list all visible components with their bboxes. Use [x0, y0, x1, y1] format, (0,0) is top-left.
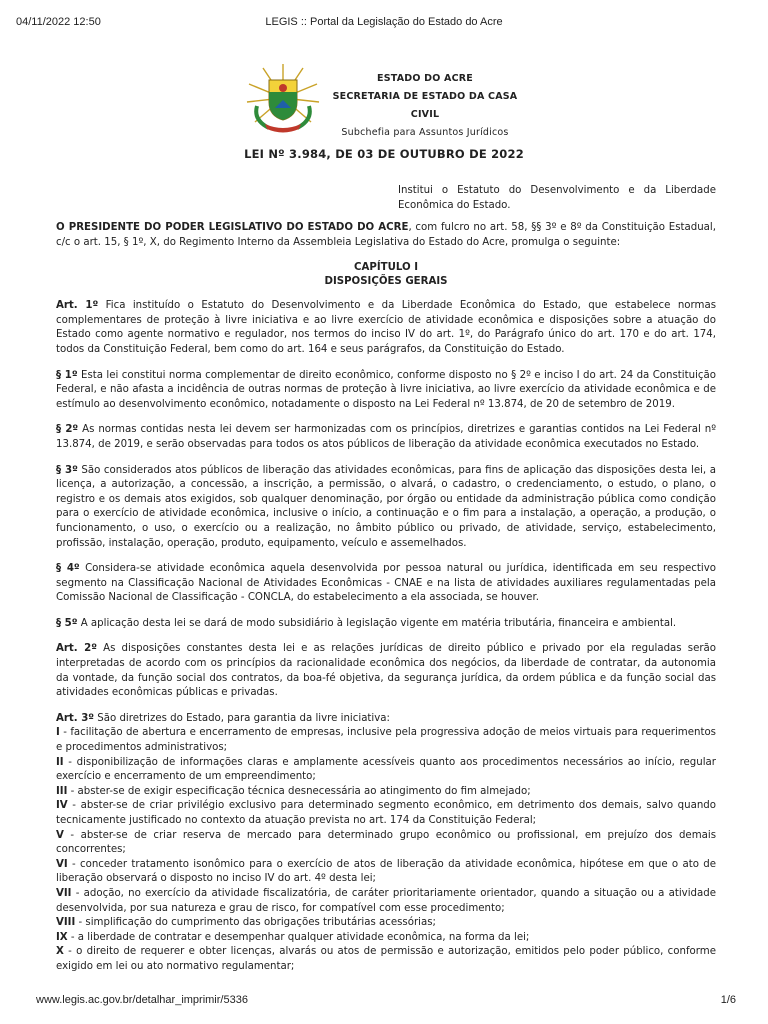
- paragraph-text: As normas contidas nesta lei devem ser harmonizadas com os princípios, diretrizes e garantias contidos na Lei Federal nº 13.874, de 2019, e serão observadas para todos os atos públicos de liberação da atividade econômica executados no Estado.: [56, 424, 716, 450]
- coat-of-arms-acre: [245, 62, 321, 134]
- paragraph-5: [56, 617, 716, 632]
- inciso-text: - facilitação de abertura e encerramento de empresas, inclusive pela progressiva adoção de meios virtuais para requerimentos e procedimentos administrativos;: [56, 727, 716, 754]
- inciso-ii: [56, 756, 716, 785]
- print-header: [0, 16, 768, 30]
- print-page-number: 1/6: [720, 994, 736, 1006]
- article-3-intro: [56, 712, 716, 727]
- inciso-number: V: [56, 829, 64, 841]
- inciso-number: III: [56, 785, 68, 797]
- article-label: Art. 1º: [56, 300, 99, 312]
- article-text: As disposições constantes desta lei e as relações jurídicas de direito público e privado por ela reguladas serão interpretadas de acordo com os princípios da racionalidade econômica dos negócios, da liberdade de contratar, da autonomia da vontade, da função social dos contratos, da boa-fé objetiva, da segurança jurídica, da ordem pública e da função social das atividades econômicas públicas e privadas.: [56, 643, 716, 699]
- paragraph-label: § 5º: [56, 617, 78, 629]
- paragraph-text: A aplicação desta lei se dará de modo subsidiário à legislação vigente em matéria tributária, financeira e ambiental.: [77, 617, 677, 629]
- chapter-number: CAPÍTULO I: [354, 262, 418, 274]
- article-label: Art. 3º: [56, 712, 95, 724]
- print-page-title: LEGIS :: Portal da Legislação do Estado do Acre: [265, 16, 503, 28]
- inciso-ix: [56, 931, 716, 946]
- paragraph-label: § 2º: [56, 424, 79, 436]
- inciso-iii: [56, 785, 716, 800]
- paragraph-text: Considera-se atividade econômica aquela desenvolvida por pessoa natural ou jurídica, identificada em seu respectivo segmento na Classificação Nacional de Atividades Econômicas - CNAE e na lista de atividades auxiliares regulamentadas pela Comissão Nacional de Classificação - CONCLA, do estabelecimento a ela associada, se houver.: [56, 563, 716, 604]
- paragraph-text: São considerados atos públicos de liberação das atividades econômicas, para fins de aplicação das disposições desta lei, a licença, a autorização, a concessão, a inscrição, a permissão, o alvará, o cadastro, o credenciamento, o estudo, o plano, o registro e os demais atos exigidos, sob qualquer denominação, por órgão ou entidade da administração pública como condição para o exercício de atividade econômica, inclusive o início, a continuação e o fim para a instalação, a operação, a produção, o funcionamento, o uso, o exercício ou a realização, no âmbito público ou privado, de atividade, serviço, estabelecimento, profissão, instalação, operação, produto, equipamento, veículo e assemelhados.: [56, 464, 716, 549]
- ementa: Institui o Estatuto do Desenvolvimento e da Liberdade Econômica do Estado.: [398, 185, 716, 211]
- inciso-number: II: [56, 756, 64, 768]
- inciso-iv: [56, 799, 716, 828]
- paragraph-2: [56, 423, 716, 452]
- inciso-vi: [56, 858, 716, 887]
- article-text: Fica instituído o Estatuto do Desenvolvimento e da Liberdade Econômica do Estado, que estabelece normas complementares de proteção à livre iniciativa e ao livre exercício de atividade econômica e disposições sobre a atuação do Estado como agente normativo e regulador, nos termos do inciso IV do art. 1º, do Parágrafo único do art. 170 e do art. 174, todos da Constituição Federal, bem como do art. 164 e seus parágrafos, da Constituição do Estado.: [56, 300, 717, 355]
- inciso-number: I: [56, 727, 60, 739]
- secretariat-name: SECRETARIA DE ESTADO DA CASA CIVIL: [332, 91, 518, 120]
- inciso-text: - abster-se de criar reserva de mercado para determinado grupo econômico ou profissional, em prejuízo dos demais concorrentes;: [56, 829, 716, 856]
- inciso-v: [56, 829, 716, 858]
- article-2: [56, 642, 716, 700]
- article-1: [56, 299, 716, 357]
- inciso-text: - adoção, no exercício da atividade fiscalizatória, de caráter prioritariamente orientador, quando a situação ou a atividade desenvolvida, por sua natureza e grau de risco, for compatível com esse procedimento;: [56, 887, 716, 914]
- inciso-vii: [56, 887, 716, 916]
- inciso-number: VIII: [56, 917, 76, 929]
- inciso-number: VII: [56, 887, 72, 899]
- inciso-number: X: [56, 946, 64, 958]
- paragraph-4: [56, 562, 716, 606]
- inciso-i: [56, 726, 716, 755]
- article-text: São diretrizes do Estado, para garantia da livre iniciativa:: [94, 712, 390, 724]
- inciso-text: - abster-se de exigir especificação técnica desnecessária ao atingimento do fim almejado;: [67, 785, 531, 797]
- paragraph-label: § 3º: [56, 464, 78, 476]
- chapter-heading: [56, 261, 716, 289]
- inciso-text: - o direito de requerer e obter licenças, alvarás ou atos de permissão e autorização, emitidos pelo poder público, conforme exigido em lei ou ato normativo regulamentar;: [56, 946, 716, 972]
- paragraph-1: [56, 369, 716, 413]
- inciso-number: VI: [56, 858, 68, 870]
- paragraph-label: § 1º: [56, 369, 78, 381]
- inciso-viii: [56, 916, 716, 931]
- state-name: ESTADO DO ACRE: [377, 73, 473, 84]
- preamble-text: , com fulcro no art. 58, §§ 3º e 8º da Constituição Estadual, c/c o art. 15, § 1º, X, do Regimento Interno da Assembleia Legislativa do Estado do Acre, promulga o seguinte:: [56, 222, 716, 248]
- print-url: www.legis.ac.gov.br/detalhar_imprimir/5336: [36, 994, 248, 1006]
- preamble-authority: O PRESIDENTE DO PODER LEGISLATIVO DO ESTADO DO ACRE: [56, 222, 409, 233]
- preamble: [56, 221, 716, 250]
- print-footer: [0, 994, 768, 1008]
- inciso-text: - abster-se de criar privilégio exclusivo para determinado segmento econômico, em detrimento dos demais, salvo quando tecnicamente justificado no contexto da atuação prevista no art. 174 da Constituição Federal;: [56, 800, 716, 826]
- inciso-text: - a liberdade de contratar e desempenhar qualquer atividade econômica, na forma da lei;: [67, 931, 530, 943]
- paragraph-3: [56, 464, 716, 552]
- issuing-organization: [330, 70, 520, 142]
- subchefia-name: Subchefia para Assuntos Jurídicos: [341, 127, 509, 138]
- inciso-text: - conceder tratamento isonômico para o exercício de atos de liberação da atividade econômica, hipótese em que o ato de liberação observará o disposto no inciso IV do art. 4º desta lei;: [56, 858, 716, 885]
- inciso-number: IV: [56, 800, 68, 812]
- law-title: LEI Nº 3.984, DE 03 DE OUTUBRO DE 2022: [244, 147, 524, 161]
- inciso-x: [56, 945, 716, 974]
- paragraph-label: § 4º: [56, 563, 80, 575]
- article-3: [56, 712, 716, 975]
- print-datetime: 04/11/2022 12:50: [16, 16, 101, 28]
- article-label: Art. 2º: [56, 643, 97, 655]
- inciso-text: - disponibilização de informações claras e amplamente acessíveis quanto aos procedimentos necessários ao início, regular exercício e encerramento de um empreendimento;: [56, 756, 716, 783]
- law-body: [56, 221, 716, 975]
- paragraph-text: Esta lei constitui norma complementar de direito econômico, conforme disposto no § 2º e inciso I do art. 24 da Constituição Federal, e não afasta a incidência de outras normas de proteção à livre iniciativa, ao livre exercício da atividade econômica e de estímulo ao desenvolvimento econômico, notadamente o disposto na Lei Federal nº 13.874, de 20 de setembro de 2019.: [56, 369, 716, 410]
- inciso-number: IX: [56, 931, 68, 943]
- chapter-title: DISPOSIÇÕES GERAIS: [324, 276, 448, 288]
- inciso-text: - simplificação do cumprimento das obrigações tributárias acessórias;: [75, 917, 436, 929]
